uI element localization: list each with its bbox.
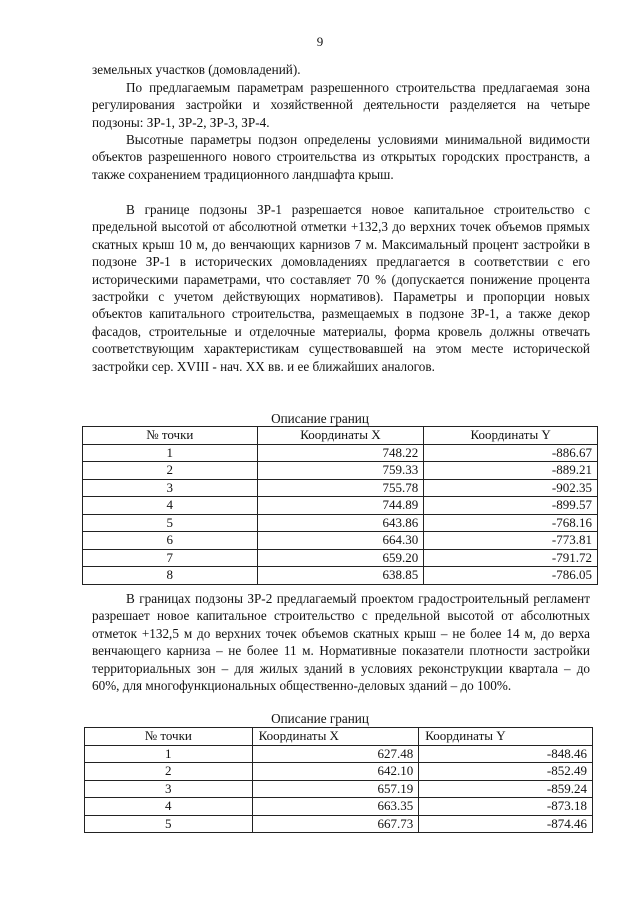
cell-x: 659.20 bbox=[257, 549, 424, 567]
paragraph-zr1: В границе подзоны ЗР-1 разрешается новое капитальное строительство с предельной высотой от абсолютной отметки +132,3 до верхних точек объемов прямых скатных крыш 10 м, до венчающих карнизов 7 м. Максимальный процент застройки в подзоне ЗР-1 в исторических домовладениях предлагается в соответствии с его историческими параметрами, что составляет 70 % (допускается понижение процента застройки с учетом действующих нормативов). Параметры и пропорции новых объектов капитального строительства, размещаемых в подзоне ЗР-1, а также декор фасадов, строительные и отделочные материалы, форма кровель должны отвечать соответствующим характеристикам существовавшей на этом месте исторической застройки сер. XVIII - нач. XX вв. и ее ближайших аналогов. bbox=[92, 202, 590, 374]
header-point-number: № точки bbox=[85, 728, 253, 746]
cell-y: -859.24 bbox=[419, 780, 593, 798]
cell-point: 7 bbox=[83, 549, 258, 567]
cell-point: 8 bbox=[83, 567, 258, 585]
cell-y: -873.18 bbox=[419, 798, 593, 816]
table1-caption: Описание границ bbox=[271, 411, 369, 426]
cell-y: -902.35 bbox=[424, 479, 598, 497]
header-coordinate-x: Координаты X bbox=[252, 728, 419, 746]
coordinates-table-zr2 bbox=[84, 727, 593, 833]
cell-y: -786.05 bbox=[424, 567, 598, 585]
paragraph-subzones: По предлагаемым параметрам разрешенного строительства предлагаемая зона регулирования застройки и хозяйственной деятельности разделяется на четыре подзоны: ЗР-1, ЗР-2, ЗР-3, ЗР-4. bbox=[92, 80, 590, 130]
cell-x: 643.86 bbox=[257, 514, 424, 532]
cell-x: 748.22 bbox=[257, 444, 424, 462]
table-row bbox=[83, 479, 598, 497]
header-coordinate-x: Координаты X bbox=[257, 427, 424, 445]
table-header-row bbox=[83, 427, 598, 445]
cell-point: 2 bbox=[85, 763, 253, 781]
table-row bbox=[85, 763, 593, 781]
table-header-row bbox=[85, 728, 593, 746]
table-row bbox=[85, 798, 593, 816]
cell-x: 638.85 bbox=[257, 567, 424, 585]
cell-point: 3 bbox=[85, 780, 253, 798]
table2-caption: Описание границ bbox=[271, 711, 369, 726]
cell-point: 1 bbox=[83, 444, 258, 462]
table-row bbox=[85, 815, 593, 833]
table-row bbox=[83, 462, 598, 480]
cell-x: 663.35 bbox=[252, 798, 419, 816]
paragraph-zr2: В границах подзоны ЗР-2 предлагаемый проектом градостроительный регламент разрешает новое капитальное строительство с предельной высотой от абсолютных отметок +132,5 м до верхних точек объемов скатных крыш – не более 14 м, до верха венчающего карниза – не более 11 м. Нормативные показатели плотности застройки территориальных зон – для жилых зданий в условиях реконструкции квартала – до 60%, для многофункциональных общественно-деловых зданий – до 100%. bbox=[92, 591, 590, 694]
table-row bbox=[83, 567, 598, 585]
cell-x: 755.78 bbox=[257, 479, 424, 497]
cell-y: -773.81 bbox=[424, 532, 598, 550]
cell-point: 6 bbox=[83, 532, 258, 550]
table-row bbox=[83, 514, 598, 532]
cell-x: 657.19 bbox=[252, 780, 419, 798]
cell-point: 5 bbox=[83, 514, 258, 532]
cell-point: 3 bbox=[83, 479, 258, 497]
header-point-number: № точки bbox=[83, 427, 258, 445]
table-row bbox=[83, 532, 598, 550]
cell-y: -899.57 bbox=[424, 497, 598, 515]
table-row bbox=[83, 549, 598, 567]
cell-y: -886.67 bbox=[424, 444, 598, 462]
cell-y: -874.46 bbox=[419, 815, 593, 833]
cell-y: -768.16 bbox=[424, 514, 598, 532]
cell-x: 744.89 bbox=[257, 497, 424, 515]
cell-point: 4 bbox=[85, 798, 253, 816]
cell-x: 667.73 bbox=[252, 815, 419, 833]
table-row bbox=[83, 497, 598, 515]
cell-y: -848.46 bbox=[419, 745, 593, 763]
table-row bbox=[85, 780, 593, 798]
cell-y: -889.21 bbox=[424, 462, 598, 480]
coordinates-table-zr1 bbox=[82, 426, 598, 585]
paragraph-continuation: земельных участков (домовладений). bbox=[92, 62, 301, 77]
cell-x: 642.10 bbox=[252, 763, 419, 781]
header-coordinate-y: Координаты Y bbox=[424, 427, 598, 445]
page-number: 9 bbox=[316, 34, 324, 49]
cell-x: 664.30 bbox=[257, 532, 424, 550]
cell-x: 627.48 bbox=[252, 745, 419, 763]
cell-y: -791.72 bbox=[424, 549, 598, 567]
cell-point: 2 bbox=[83, 462, 258, 480]
table-row bbox=[83, 444, 598, 462]
cell-y: -852.49 bbox=[419, 763, 593, 781]
cell-point: 1 bbox=[85, 745, 253, 763]
cell-point: 5 bbox=[85, 815, 253, 833]
paragraph-height-parameters: Высотные параметры подзон определены условиями минимальной видимости объектов разрешенного нового строительства из открытых городских пространств, а также сохранением традиционного ландшафта крыш. bbox=[92, 132, 590, 182]
cell-point: 4 bbox=[83, 497, 258, 515]
header-coordinate-y: Координаты Y bbox=[419, 728, 593, 746]
cell-x: 759.33 bbox=[257, 462, 424, 480]
table-row bbox=[85, 745, 593, 763]
